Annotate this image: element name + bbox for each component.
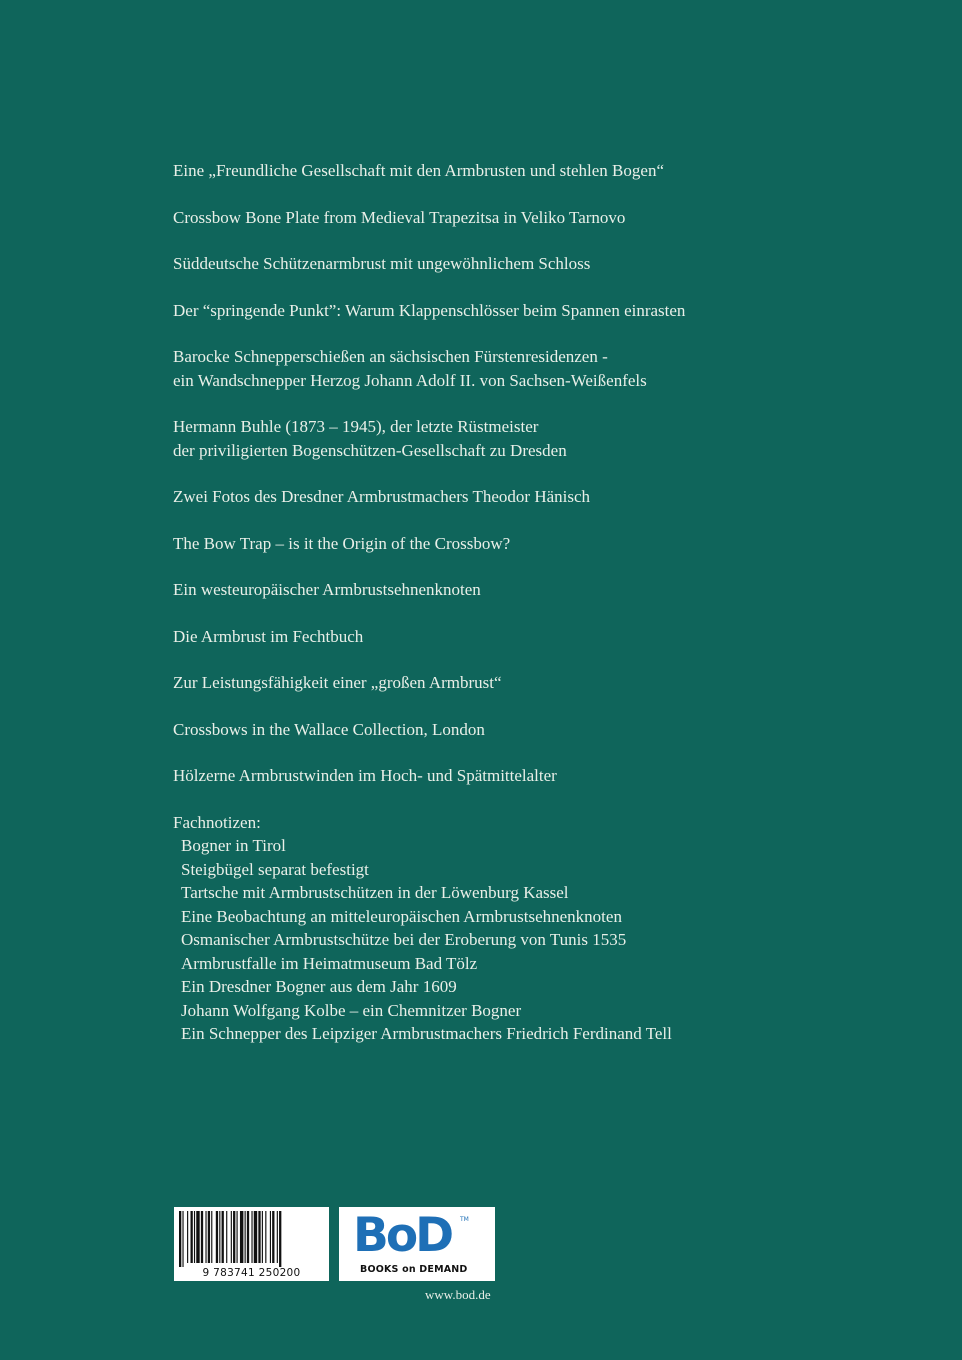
barcode-bar xyxy=(216,1211,218,1263)
contents-entry-line: Die Armbrust im Fechtbuch xyxy=(173,626,364,646)
contents-entry xyxy=(173,764,893,788)
table-of-contents xyxy=(173,159,893,1046)
barcode-bar xyxy=(196,1211,199,1263)
contents-entry-line: Hölzerne Armbrustwinden im Hoch- und Spätmittelalter xyxy=(173,766,557,785)
barcode-bar xyxy=(194,1211,195,1263)
barcode-bar xyxy=(231,1211,232,1263)
barcode-bar xyxy=(205,1211,206,1263)
contents-entry-line: der priviligierten Bogenschützen-Gesellschaft zu Dresden xyxy=(173,440,567,460)
contents-entry xyxy=(173,415,893,462)
contents-entry-line: Crossbow Bone Plate from Medieval Trapezitsa in Veliko Tarnovo xyxy=(173,207,626,227)
contents-entry xyxy=(173,718,893,742)
contents-entry-line: ein Wandschnepper Herzog Johann Adolf II. von Sachsen-Weißenfels xyxy=(173,370,647,390)
publisher-website: www.bod.de xyxy=(425,1287,491,1302)
note-item: Armbrustfalle im Heimatmuseum Bad Tölz xyxy=(181,953,478,973)
note-item: Steigbügel separat befestigt xyxy=(181,859,369,879)
barcode-bar xyxy=(247,1211,249,1263)
contents-entry xyxy=(173,252,893,276)
barcode-bar xyxy=(240,1211,243,1263)
barcode-bar xyxy=(187,1211,188,1263)
barcode-bar xyxy=(233,1211,235,1263)
contents-entry-line: Crossbows in the Wallace Collection, London xyxy=(173,719,485,739)
note-item: Tartsche mit Armbrustschützen in der Löwenburg Kassel xyxy=(181,883,569,902)
contents-list xyxy=(173,159,893,788)
contents-entry-line: Der “springende Punkt”: Warum Klappenschlösser beim Spannen einrasten xyxy=(173,300,686,320)
isbn-number: 9 783741 250200 xyxy=(202,1267,301,1279)
contents-entry xyxy=(173,299,893,323)
contents-entry-line: Barocke Schnepperschießen an sächsischen Fürstenresidenzen - xyxy=(173,347,608,366)
barcode-bar xyxy=(279,1211,281,1267)
note-item: Ein Dresdner Bogner aus dem Jahr 1609 xyxy=(181,977,457,996)
notes-section xyxy=(173,811,893,1046)
contents-entry-line: Ein westeuropäischer Armbrustsehnenknoten xyxy=(173,580,481,599)
note-item: Bogner in Tirol xyxy=(181,836,286,855)
barcode-bar xyxy=(262,1211,263,1263)
barcode-bar xyxy=(272,1211,274,1263)
barcode-bar xyxy=(251,1211,252,1263)
contents-entry xyxy=(173,625,893,649)
note-item: Eine Beobachtung an mitteleuropäischen Armbrustsehnenknoten xyxy=(181,906,622,926)
barcode-bar xyxy=(277,1211,278,1263)
barcode-bars xyxy=(179,1211,324,1267)
barcode-bar xyxy=(237,1211,238,1263)
barcode-bar xyxy=(208,1211,210,1263)
contents-entry xyxy=(173,578,893,602)
contents-entry xyxy=(173,206,893,230)
note-item: Osmanischer Armbrustschütze bei der Eroberung von Tunis 1535 xyxy=(181,930,627,949)
contents-entry-line: Zwei Fotos des Dresdner Armbrustmachers Theodor Hänisch xyxy=(173,487,591,506)
contents-entry xyxy=(173,532,893,556)
notes-list xyxy=(173,834,893,1046)
contents-entry xyxy=(173,671,893,695)
contents-entry-line: Eine „Freundliche Gesellschaft mit den Armbrusten und stehlen Bogen“ xyxy=(173,161,664,180)
barcode-bar xyxy=(254,1211,257,1263)
barcode xyxy=(174,1207,329,1281)
note-item: Johann Wolfgang Kolbe – ein Chemnitzer Bogner xyxy=(181,1000,522,1020)
contents-entry-line: Zur Leistungsfähigkeit einer „großen Armbrust“ xyxy=(173,673,502,692)
barcode-bar xyxy=(245,1211,246,1263)
bod-subtitle: BOOKS on DEMAND xyxy=(360,1264,468,1275)
barcode-bar xyxy=(211,1211,212,1263)
publisher-logo xyxy=(339,1207,495,1281)
barcode-bar xyxy=(226,1211,227,1263)
barcode-bar xyxy=(265,1211,266,1263)
barcode-bar xyxy=(270,1211,271,1263)
barcode-bar xyxy=(219,1211,220,1263)
barcode-bar xyxy=(182,1211,183,1267)
contents-entry-line: Süddeutsche Schützenarmbrust mit ungewöhnlichem Schloss xyxy=(173,254,591,273)
contents-entry xyxy=(173,485,893,509)
contents-entry-line: Hermann Buhle (1873 – 1945), der letzte Rüstmeister xyxy=(173,417,539,436)
barcode-bar xyxy=(258,1211,260,1263)
barcode-bar xyxy=(179,1211,181,1267)
contents-entry-line: The Bow Trap – is it the Origin of the Crossbow? xyxy=(173,533,511,553)
barcode-bar xyxy=(222,1211,224,1263)
contents-entry xyxy=(173,345,893,392)
bod-logo-text: BoD xyxy=(353,1208,452,1263)
bod-trademark: TM xyxy=(460,1216,469,1223)
notes-title: Fachnotizen: xyxy=(173,812,261,832)
note-item: Ein Schnepper des Leipziger Armbrustmachers Friedrich Ferdinand Tell xyxy=(181,1024,672,1043)
barcode-bar xyxy=(201,1211,203,1263)
barcode-bar xyxy=(191,1211,193,1263)
contents-entry xyxy=(173,159,893,183)
